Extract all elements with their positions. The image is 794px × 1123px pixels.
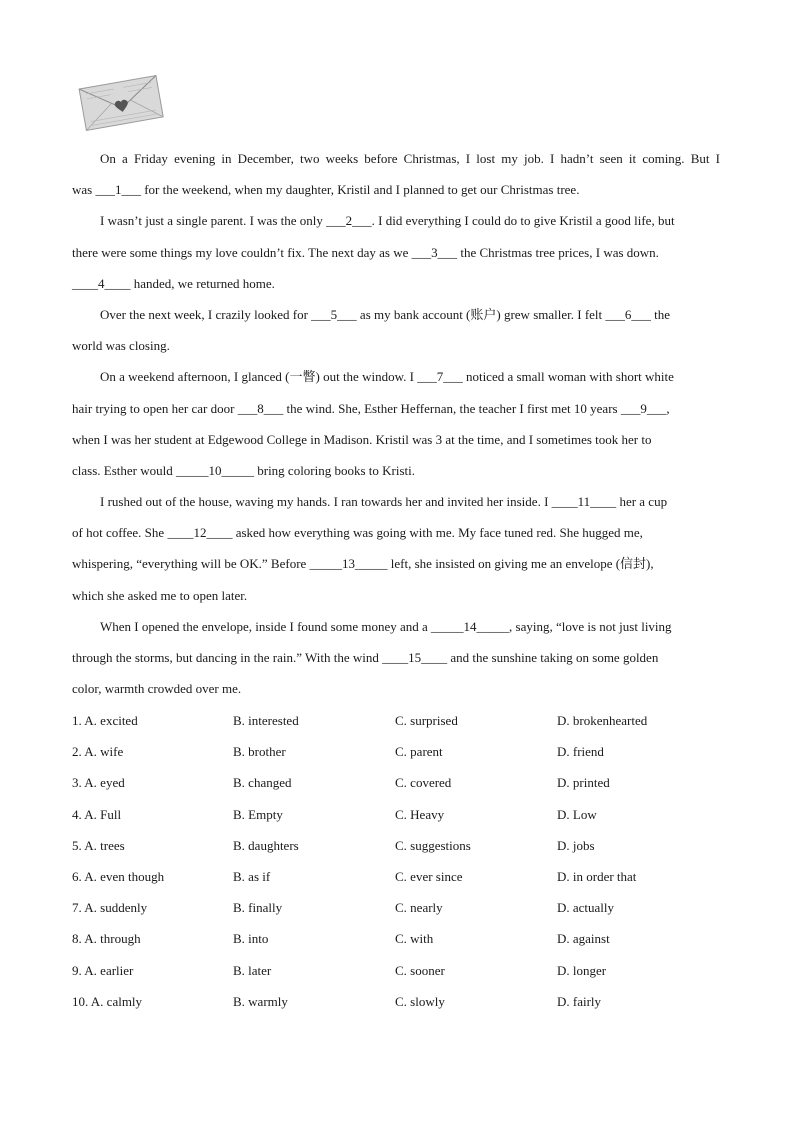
passage-text: , saying, “love is not just living — [509, 618, 672, 634]
blank-11: ____11____ — [551, 494, 617, 510]
option-c: C. ever since — [395, 868, 463, 884]
passage-text: whispering, “everything will be OK.” Before — [72, 556, 310, 572]
passage-text: which she asked me to open later. — [72, 587, 248, 603]
passage-text: there were some things my love couldn’t fix. The next day as we — [72, 244, 412, 260]
option-a: 3. A. eyed — [72, 775, 125, 791]
option-b: B. as if — [233, 868, 271, 884]
option-d: D. Low — [557, 806, 597, 822]
option-d: D. against — [557, 931, 610, 947]
option-b: B. changed — [233, 775, 292, 791]
passage-text: the wind. She, Esther Heffernan, the teacher I first met 10 years — [283, 400, 621, 416]
option-b: B. finally — [233, 900, 283, 916]
passage-line — [72, 644, 720, 675]
option-c: C. sooner — [395, 962, 445, 978]
blank-13: _____13_____ — [309, 556, 388, 572]
option-a: 9. A. earlier — [72, 962, 134, 978]
option-a: 4. A. Full — [72, 806, 122, 822]
question-row — [72, 801, 732, 832]
passage-text: noticed a small woman with short white — [462, 369, 674, 385]
option-c: C. nearly — [395, 900, 443, 916]
question-row — [72, 738, 732, 769]
passage-text: Over the next week, I crazily looked for — [100, 306, 312, 322]
passage-line — [72, 332, 720, 363]
passage-text: and the sunshine taking on some golden — [447, 650, 659, 665]
blank-14: _____14_____ — [431, 618, 510, 634]
passage-line — [72, 176, 720, 207]
option-c: C. parent — [395, 744, 443, 760]
option-b: B. Empty — [233, 806, 283, 822]
option-c: C. Heavy — [395, 806, 445, 822]
cloze-passage — [72, 145, 720, 706]
option-a: 7. A. suddenly — [72, 900, 148, 916]
option-d: D. friend — [557, 744, 604, 760]
option-b: B. daughters — [233, 837, 299, 853]
passage-text: I wasn’t just a single parent. I was the only — [100, 213, 327, 229]
option-d: D. brokenhearted — [557, 713, 648, 728]
blank-9: ___9___ — [620, 400, 667, 416]
passage-text: world was closing. — [72, 338, 170, 354]
question-row — [72, 988, 732, 1019]
blank-10: _____10_____ — [175, 462, 254, 478]
question-row — [72, 832, 732, 863]
option-a: 1. A. excited — [72, 713, 138, 728]
blank-5: ___5___ — [311, 306, 357, 322]
passage-line — [72, 363, 720, 394]
option-c: C. surprised — [395, 713, 458, 728]
option-a: 6. A. even though — [72, 868, 165, 884]
option-d: D. printed — [557, 775, 610, 791]
passage-text: of hot coffee. She — [72, 525, 168, 541]
passage-line — [72, 301, 720, 332]
passage-line — [72, 207, 720, 238]
passage-text: as my bank account (账户) grew smaller. I felt — [356, 306, 606, 322]
envelope-icon — [76, 72, 166, 132]
passage-text: class. Esther would — [72, 462, 176, 478]
passage-line — [72, 519, 720, 550]
option-c: C. slowly — [395, 993, 445, 1009]
blank-3: ___3___ — [411, 244, 458, 260]
passage-text: her a cup — [616, 494, 668, 510]
option-a: 10. A. calmly — [72, 993, 143, 1009]
passage-line — [72, 550, 720, 581]
option-b: B. interested — [233, 713, 299, 728]
passage-text: On a Friday evening in December, two weeks before Christmas, I lost my job. I hadn’t seen it coming. But I — [100, 151, 720, 166]
option-b: B. warmly — [233, 993, 288, 1009]
question-row — [72, 894, 732, 925]
passage-line — [72, 145, 720, 176]
option-b: B. later — [233, 962, 272, 978]
question-row — [72, 769, 732, 800]
passage-line — [72, 675, 720, 706]
passage-text: the Christmas tree prices, I was down. — [457, 244, 659, 260]
passage-line — [72, 426, 720, 457]
option-d: D. jobs — [557, 837, 595, 853]
passage-text: handed, we returned home. — [130, 275, 275, 291]
passage-text: asked how everything was going with me. My face tuned red. She hugged me, — [232, 525, 643, 541]
passage-text: for the weekend, when my daughter, Kristil and I planned to get our Christmas tree. — [140, 182, 580, 198]
option-a: 2. A. wife — [72, 744, 124, 760]
passage-text: I rushed out of the house, waving my hands. I ran towards her and invited her inside. I — [100, 494, 552, 510]
passage-text: When I opened the envelope, inside I found some money and a — [100, 618, 432, 634]
passage-text: when I was her student at Edgewood College in Madison. Kristil was 3 at the time, and I sometimes took her to — [72, 431, 652, 447]
passage-text: was — [72, 182, 96, 198]
option-c: C. covered — [395, 775, 452, 791]
passage-line — [72, 582, 720, 613]
option-b: B. into — [233, 931, 269, 947]
passage-text: hair trying to open her car door — [72, 400, 238, 416]
option-d: D. actually — [557, 900, 615, 916]
option-b: B. brother — [233, 744, 286, 760]
question-row — [72, 957, 732, 988]
answer-options — [72, 707, 732, 1019]
option-d: D. longer — [557, 962, 607, 978]
passage-text: through the storms, but dancing in the rain.” With the wind — [72, 650, 383, 665]
blank-2: ___2___ — [326, 213, 372, 229]
blank-12: ____12____ — [167, 525, 233, 541]
option-d: D. fairly — [557, 993, 602, 1009]
option-a: 5. A. trees — [72, 837, 125, 853]
option-d: D. in order that — [557, 868, 637, 884]
question-row — [72, 925, 732, 956]
passage-line — [72, 239, 720, 270]
passage-text: the — [650, 306, 671, 322]
blank-15: ____15____ — [382, 650, 448, 665]
blank-6: ___6___ — [605, 306, 651, 322]
passage-text: color, warmth crowded over me. — [72, 681, 242, 697]
passage-text: , — [666, 400, 670, 416]
passage-line — [72, 395, 720, 426]
passage-line — [72, 270, 720, 301]
blank-1: ___1___ — [95, 182, 141, 198]
blank-4: ____4____ — [72, 275, 131, 291]
passage-line — [72, 457, 720, 488]
passage-text: bring coloring books to Kristi. — [253, 462, 416, 478]
option-a: 8. A. through — [72, 931, 141, 947]
passage-text: On a weekend afternoon, I glanced (一瞥) out the window. I — [100, 369, 418, 385]
passage-line — [72, 488, 720, 519]
option-c: C. suggestions — [395, 837, 471, 853]
passage-line — [72, 613, 720, 644]
blank-7: ___7___ — [417, 369, 463, 385]
passage-text: . I did everything I could do to give Kristil a good life, but — [371, 213, 675, 229]
question-row — [72, 707, 732, 738]
option-c: C. with — [395, 931, 434, 947]
question-row — [72, 863, 732, 894]
blank-8: ___8___ — [237, 400, 284, 416]
passage-text: left, she insisted on giving me an envelope (信封), — [387, 556, 654, 572]
